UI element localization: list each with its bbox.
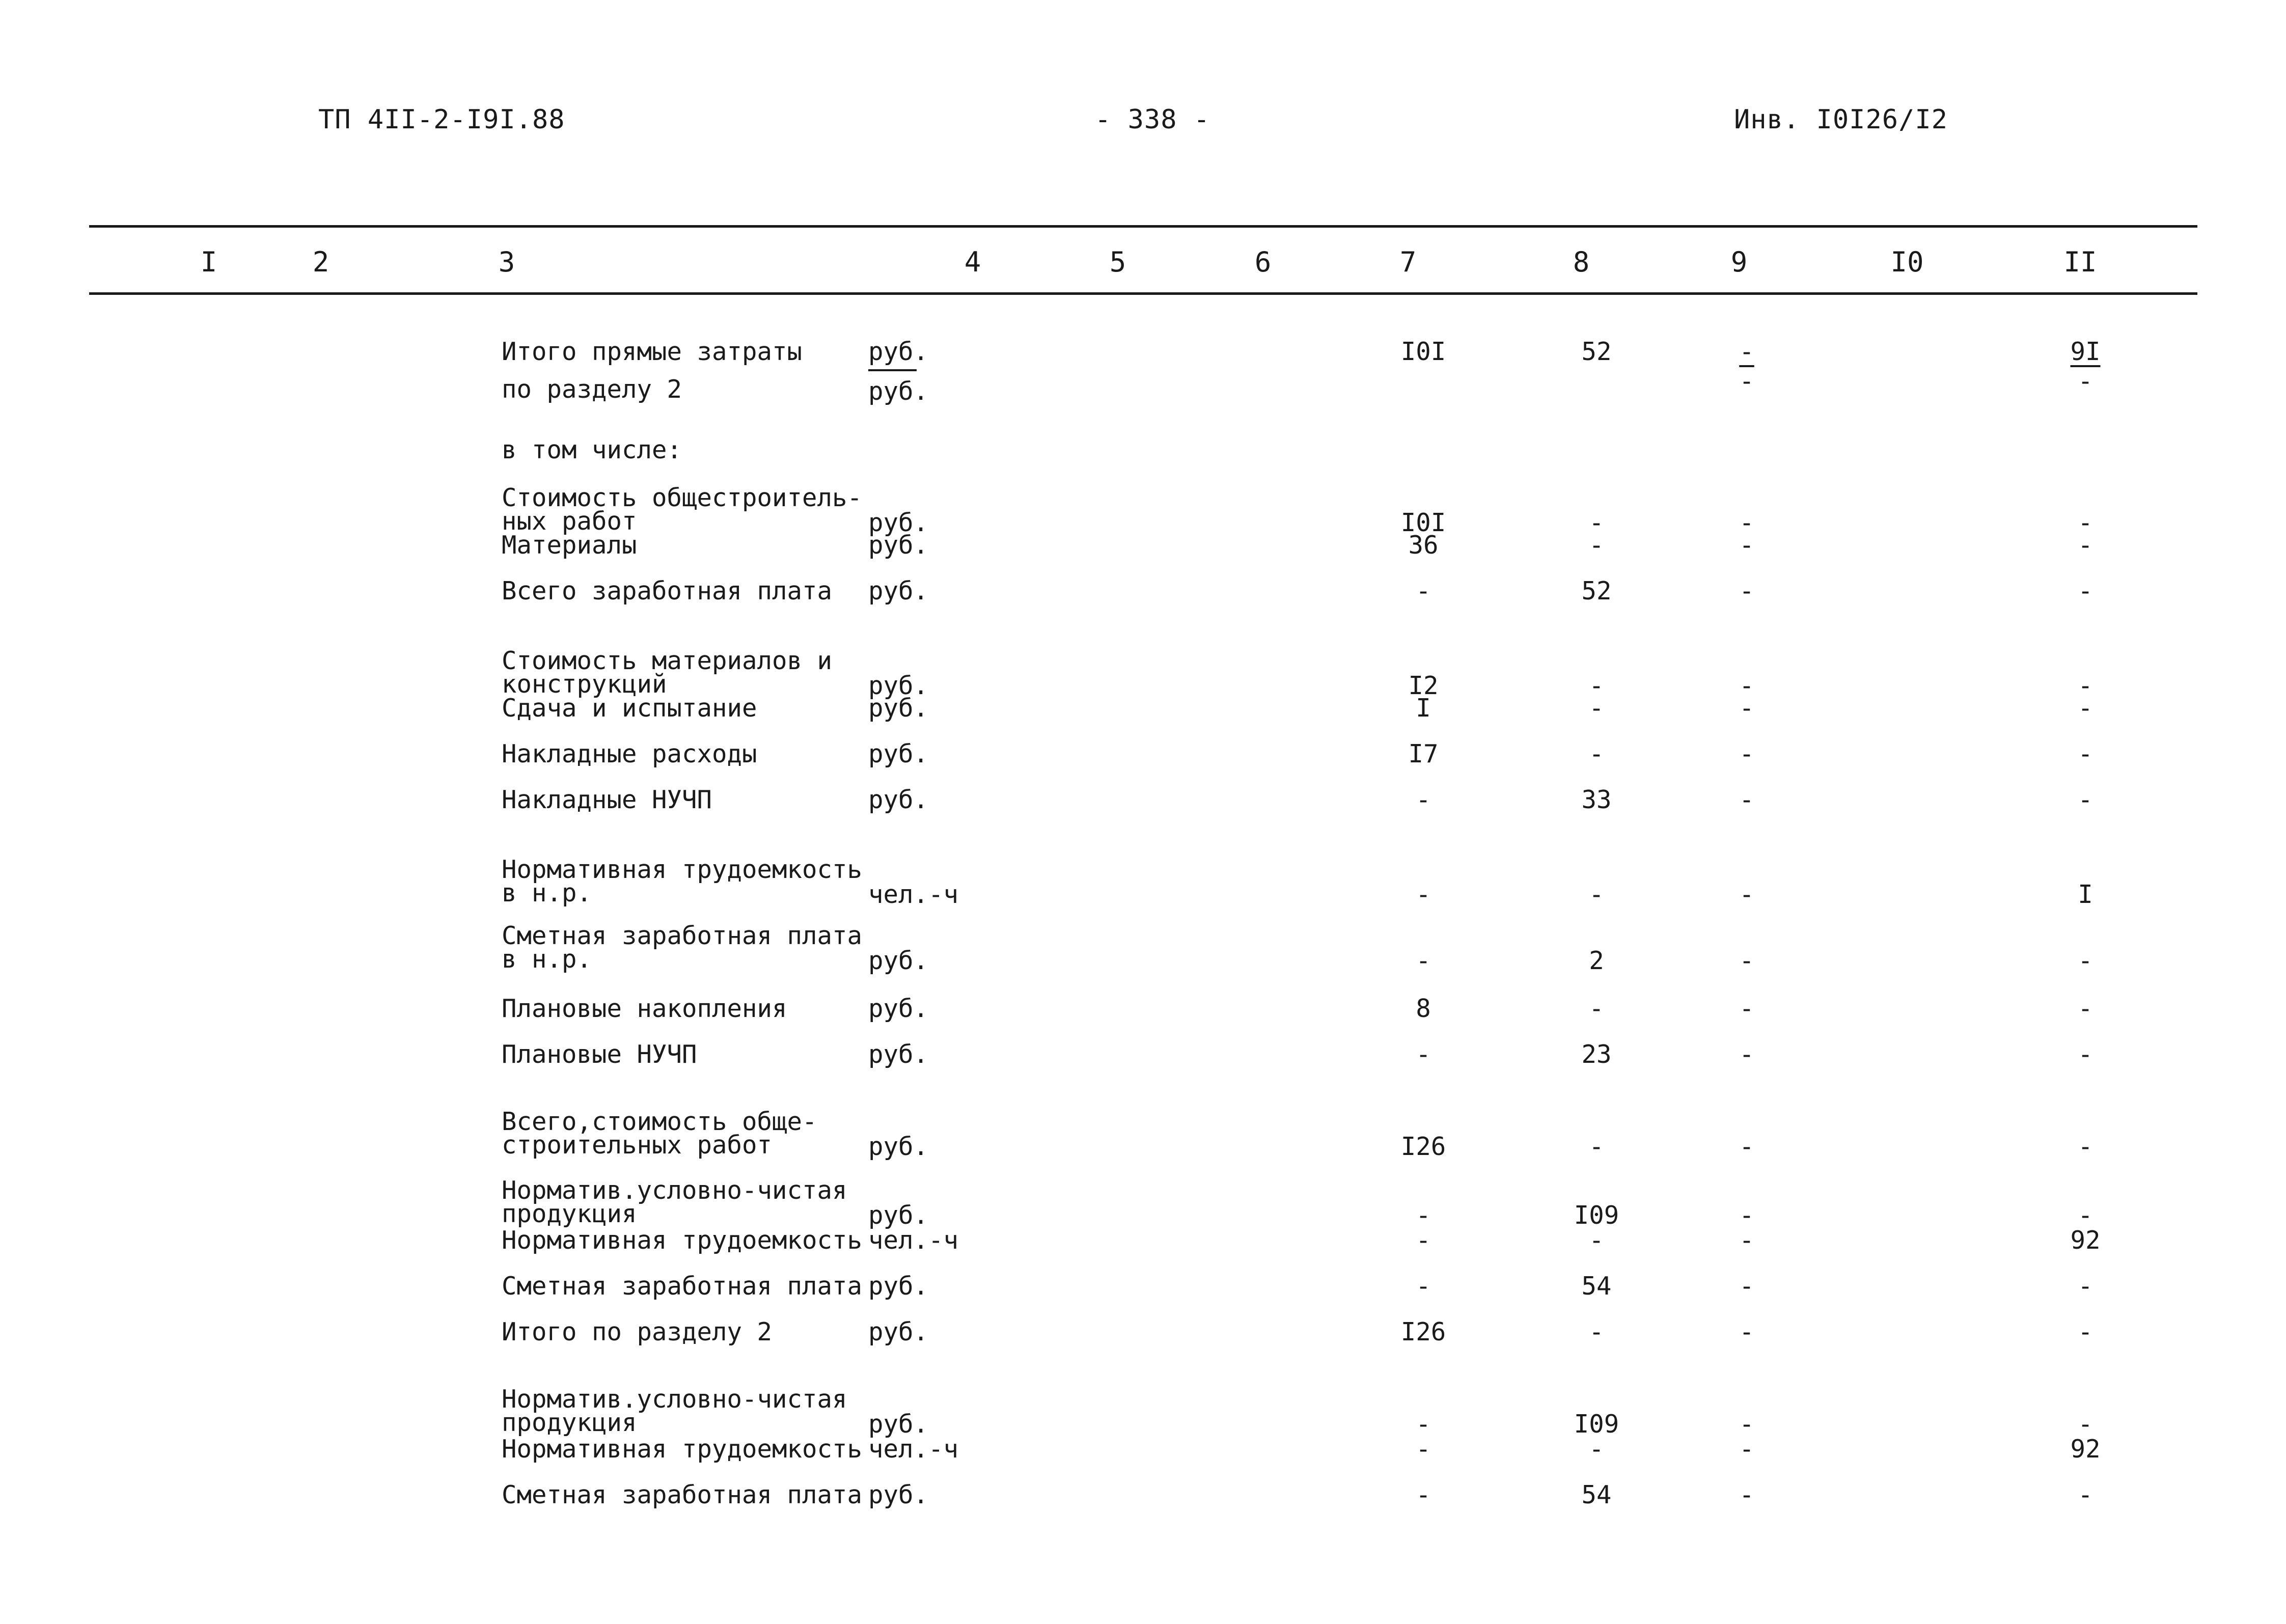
row-desc-line: строительных работ [502,1131,773,1160]
column-number: 2 [312,246,329,278]
row-col7: - [1416,785,1431,814]
column-number: 3 [498,246,515,278]
row-desc-line: Стоимость общестроитель- [502,483,863,512]
row-col8: - [1589,739,1604,768]
column-number: 6 [1254,246,1272,278]
column-number: 4 [964,246,981,278]
row-col7: - [1416,1201,1431,1230]
summary-desc-line: по разделу 2 [502,375,682,404]
row-col8: I09 [1574,1201,1619,1230]
row-unit: руб. [868,1272,929,1301]
row-unit: руб. [868,994,929,1023]
row-col11: - [2078,671,2093,700]
row-desc-line: в н.р. [502,945,592,974]
row-desc-line: Нормативная трудоемкость [502,1226,863,1255]
row-desc-line: Стоимость материалов и [502,646,833,675]
row-col11: I [2078,880,2093,909]
row-col11: - [2078,994,2093,1023]
summary-col11-bottom: - [2078,367,2093,396]
column-number: I0 [1890,246,1924,278]
row-col9: - [1739,1040,1754,1069]
row-description [502,1227,862,1254]
row-description [502,1041,697,1068]
row-unit: руб. [868,739,929,768]
row-unit: руб. [868,508,929,537]
row-col7: I26 [1400,1132,1446,1161]
row-col8: - [1589,1132,1604,1161]
row-unit: руб. [868,1317,929,1346]
summary-col9-bottom: - [1739,367,1754,396]
row-description [502,1176,847,1228]
row-col7: I0I [1400,508,1446,537]
summary-col11-top: 9I [2070,337,2101,366]
row-desc-line: Всего,стоимость обще- [502,1107,817,1136]
row-col9: - [1739,739,1754,768]
row-col7: 8 [1416,994,1431,1023]
row-desc-line: продукция [502,1408,637,1437]
row-unit: руб. [868,946,929,975]
row-desc-line: продукция [502,1199,637,1228]
row-unit: руб. [868,1201,929,1230]
row-description [502,1482,862,1508]
row-description [502,578,832,604]
row-col7: 36 [1408,531,1439,560]
row-col9: - [1739,531,1754,560]
row-description [502,787,712,813]
row-desc-line: Накладные расходы [502,739,757,768]
summary-unit [868,339,928,405]
column-number: 7 [1399,246,1417,278]
row-col7: - [1416,1272,1431,1301]
row-col7: I [1416,694,1431,723]
row-col11: 92 [2070,1226,2101,1255]
row-col8: - [1589,994,1604,1023]
row-col9: - [1739,1201,1754,1230]
summary-description [502,339,802,403]
summary-col7: I0I [1400,337,1446,366]
row-col9: - [1739,1410,1754,1439]
row-unit: руб. [868,1132,929,1161]
summary-col11 [2070,339,2100,395]
row-col11: - [2078,1201,2093,1230]
row-col9: - [1739,1272,1754,1301]
row-desc-line: Нормативная трудоемкость [502,855,863,884]
row-col7: I2 [1408,671,1439,700]
row-col9: - [1739,1132,1754,1161]
row-col7: - [1416,946,1431,975]
row-col7: I7 [1408,739,1439,768]
row-col11: - [2078,739,2093,768]
row-description [502,1107,817,1160]
page-number: - 338 - [1095,104,1210,135]
row-col9: - [1739,1480,1754,1509]
summary-desc-line: Итого прямые затраты [502,337,803,366]
row-col9: - [1739,785,1754,814]
row-col7: - [1416,1480,1431,1509]
row-col8: - [1589,671,1604,700]
row-col7: - [1416,1410,1431,1439]
row-unit: руб. [868,671,929,700]
column-number: II [2063,246,2097,278]
row-description [502,532,637,559]
column-number: 8 [1573,246,1590,278]
row-col11: - [2078,785,2093,814]
row-col8: 2 [1589,946,1604,975]
row-col11: - [2078,1480,2093,1509]
row-desc-line: Всего заработная плата [502,576,833,605]
summary-unit-top: руб. [868,337,929,366]
row-col8: 23 [1581,1040,1612,1069]
row-description [502,1273,862,1300]
row-col11: - [2078,694,2093,723]
row-col9: - [1739,694,1754,723]
row-description [502,695,757,722]
row-desc-line: Плановые НУЧП [502,1040,697,1069]
row-unit: руб. [868,1480,929,1509]
row-col11: - [2078,1040,2093,1069]
row-desc-line: Норматив.условно-чистая [502,1176,847,1205]
row-desc-line: Материалы [502,531,637,560]
row-desc-line: Норматив.условно-чистая [502,1385,847,1414]
row-desc-line: Сметная заработная плата [502,1480,863,1509]
row-col7: - [1416,1226,1431,1255]
row-col8: - [1589,694,1604,723]
row-desc-line: конструкций [502,670,667,699]
row-col11: - [2078,946,2093,975]
summary-col9 [1739,339,1754,395]
row-col7: - [1416,576,1431,605]
row-unit: руб. [868,576,929,605]
row-col7: I26 [1400,1317,1446,1346]
row-col11: - [2078,1272,2093,1301]
including-label: в том числе: [502,435,682,464]
row-col9: - [1739,946,1754,975]
row-description [502,646,833,699]
summary-col8: 52 [1581,337,1612,366]
row-col11: - [2078,1317,2093,1346]
row-col8: - [1589,1435,1604,1464]
row-col8: I09 [1574,1410,1619,1439]
table-top-rule [89,225,2197,228]
column-number: 5 [1109,246,1126,278]
row-col8: 52 [1581,576,1612,605]
row-unit: руб. [868,785,929,814]
column-number: I [200,246,217,278]
row-description [502,1319,772,1345]
row-col8: 54 [1581,1272,1612,1301]
row-desc-line: Сметная заработная плата [502,1272,863,1301]
row-col8: - [1589,1317,1604,1346]
row-col11: - [2078,1410,2093,1439]
row-col8: - [1589,508,1604,537]
row-desc-line: Плановые накопления [502,994,787,1023]
row-desc-line: в н.р. [502,878,592,907]
row-col8: - [1589,1226,1604,1255]
row-col7: - [1416,880,1431,909]
document-code: ТП 4II-2-I9I.88 [318,104,565,135]
row-unit: руб. [868,1040,929,1069]
row-desc-line: Сдача и испытание [502,694,757,723]
summary-unit-bottom: руб. [868,369,917,405]
row-unit: чел.-ч [868,880,959,909]
row-col8: - [1589,531,1604,560]
row-description [502,996,787,1022]
row-col7: - [1416,1435,1431,1464]
row-col9: - [1739,508,1754,537]
row-col9: - [1739,1435,1754,1464]
row-col9: - [1739,671,1754,700]
row-col11: - [2078,576,2093,605]
row-description [502,1436,862,1463]
row-unit: руб. [868,1410,929,1439]
row-unit: руб. [868,694,929,723]
row-desc-line: Накладные НУЧП [502,785,712,814]
row-description [502,483,863,536]
row-col8: 33 [1581,785,1612,814]
row-col11: - [2078,1132,2093,1161]
row-description [502,855,863,907]
row-col11: - [2078,508,2093,537]
summary-col9-top: - [1739,337,1754,366]
row-description [502,1385,847,1437]
row-desc-line: Итого по разделу 2 [502,1317,773,1346]
row-description [502,921,863,974]
row-col11: - [2078,531,2093,560]
row-col9: - [1739,576,1754,605]
row-col9: - [1739,1317,1754,1346]
column-number: 9 [1730,246,1748,278]
row-col9: - [1739,880,1754,909]
table-header-rule [89,292,2197,295]
row-desc-line: Сметная заработная плата [502,921,863,950]
row-unit: руб. [868,531,929,560]
row-unit: чел.-ч [868,1226,959,1255]
row-col7: - [1416,1040,1431,1069]
row-desc-line: Нормативная трудоемкость [502,1435,863,1464]
row-col11: 92 [2070,1435,2101,1464]
row-col8: - [1589,880,1604,909]
row-desc-line: ных работ [502,507,637,536]
row-unit: чел.-ч [868,1435,959,1464]
row-col8: 54 [1581,1480,1612,1509]
row-col9: - [1739,994,1754,1023]
inventory-number: Инв. I0I26/I2 [1734,104,1948,135]
row-description [502,741,757,767]
row-col9: - [1739,1226,1754,1255]
